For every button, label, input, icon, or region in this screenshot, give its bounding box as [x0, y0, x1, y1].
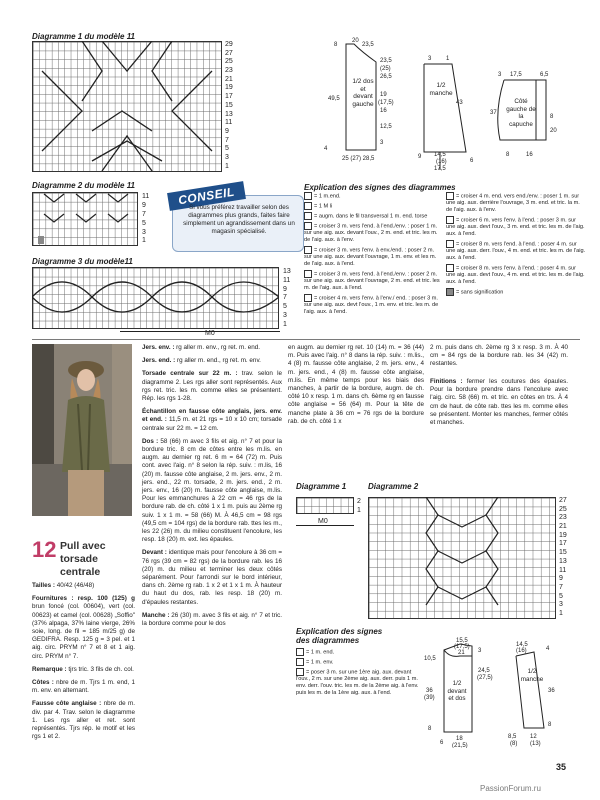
s11-r2: (25)	[380, 66, 391, 72]
paragraph-text: tjrs tric. 3 fils de ch. col.	[66, 665, 134, 673]
paragraph-text: rg aller m. end., rg ret. m. env.	[175, 357, 261, 365]
paragraph-heading: Manche :	[142, 611, 170, 619]
paragraph	[32, 679, 135, 695]
s11-r3: 26,5	[380, 74, 392, 80]
s11-hood-20: 20	[550, 128, 557, 134]
diag12-d1-title: Diagramme 1	[296, 482, 347, 491]
paragraph	[430, 378, 568, 427]
d1-row-13: 13	[225, 110, 233, 118]
paragraph	[142, 408, 282, 433]
legend-item	[304, 192, 440, 200]
paragraph-heading: Fausse côte anglaise :	[32, 700, 102, 708]
d12b-row-15: 15	[559, 549, 567, 557]
paragraph-heading: Torsade centrale sur 22 m. :	[142, 370, 238, 378]
paragraph-text: fermer les coutures des épaules. Pour la bordure prendre dans l'encolure avec l'aig. circ. 58 (66) m. et tric. en côtes en trs. À 4 cm de haut. de côte rab. ttes les m. comme elles se présentent. Monter les manches, fermer côtés et manches.	[430, 378, 568, 427]
s11-hood-8: 8	[550, 114, 554, 120]
d1-row-27: 27	[225, 49, 233, 57]
d12b-row-9: 9	[559, 575, 563, 583]
s12-s36: 36	[548, 688, 555, 694]
paragraph-heading: Tailles :	[32, 582, 55, 589]
legend-text: = croiser 4 m. vers l'env. à l'env./ end. : poser 3 m. sur une aig. aux. devt l'ouv., 1 m. env. et tric. les m. de l'aig. aux. à l'end.	[304, 295, 439, 316]
legend-text: = augm. dans le fil transversal 1 m. end. torse	[314, 213, 428, 220]
paragraph	[142, 438, 282, 545]
paragraph-heading: Côtes :	[32, 679, 54, 687]
legend-text: = 1 m. end.	[306, 649, 335, 656]
model12-number: 12	[32, 537, 57, 562]
diag12-d1-grid	[296, 497, 354, 514]
s12-stop2: (16)	[516, 648, 527, 654]
legend-text: = croiser 3 m. vers l'env. à env./end. : poser 2 m. sur une aig. aux. devant l'ouvrage, 1 m. env. et les m. de l'aig. aux. à l'end.	[304, 247, 437, 268]
s11-r8: 3	[380, 140, 384, 146]
d1-row-9: 9	[225, 127, 229, 135]
d12a-row-2: 2	[357, 498, 361, 505]
d12b-row-1: 1	[559, 609, 563, 617]
d12b-row-3: 3	[559, 601, 563, 609]
s12-h1: 24,5	[478, 668, 490, 674]
paragraph-text: identique mais pour l'encolure à 36 cm = 76 rgs (39 cm = 82 rgs) de la bordure rab. les 16 (20) m. du milieu et terminer les deux côtés séparément. Pour l'arrondi sur le bord intérieur, dans ch. 2ème rg rab. 1 x 2 et 1 x 1 m. À hauteur du haut du dos, rab. les resp. 18 (20) m. d'épaules restantes.	[142, 549, 282, 606]
paragraph-text: 58 (66) m avec 3 fils et aig. n° 7 et pour la bordure tric. 8 cm de côtes entre les m.lis. en augm. au dernier rg ret. 6 m = 64 (72) m. Puis cont. avec l'aig. n° 8 selon la rép. suiv. : m.lis, 16 (20) m. fausse côte anglaise, 2 m. jers. env., 2 m. jers. end., 22 m. torsade, 2 m. jers. end., 2 m. jers. env., 16 (20) m. fausse côte anglaise, m.lis. Pour les emmanchures à 22 cm = 46 rgs de la bordure rab. de ch. côté 1 x 1 m. puis au 2ème rg suiv. 1 x 1 m. = 58 (66) M. À 46,5 cm = 98 rgs (49,5 cm = 104 rgs) de la bordure rab. ttes les m., les 22 (26) m. du milieu constituent l'encolure, les resp. 18 (20) m. ext. les épaules.	[142, 437, 282, 544]
diagram2-title: Diagramme 2 du modèle 11	[32, 181, 135, 190]
paragraph	[142, 357, 282, 365]
legend-text: = croiser 8 m. vers l'end. à l'end. : poser 4 m. sur une aig. aux. derr. l'ouv., 4 m. end. et tric. les m. de l'aig. aux. à l'end.	[446, 241, 586, 262]
paragraph	[142, 549, 282, 606]
diagram2-cables	[32, 192, 138, 246]
d12b-row-17: 17	[559, 540, 567, 548]
d12b-row-19: 19	[559, 531, 567, 539]
s12-sb1: 8,5	[508, 734, 517, 740]
paragraph-text: trav. selon le diagramme 2. Les rgs aller sont représentés. Aux rgs ret. tric. les m. comme elles se présentent. Rép. les rgs 1-28.	[142, 370, 282, 403]
d3-row-13: 13	[283, 268, 291, 275]
diagram3-m0-line	[120, 331, 280, 332]
conseil-label: CONSEIL	[167, 181, 246, 211]
legend-symbol-icon	[446, 288, 454, 296]
paragraph-heading: Dos :	[142, 437, 159, 445]
s11-piece-label: 1/2 dos et devant gauche	[352, 78, 374, 108]
legend-text: = croiser 4 m. end. vers end./env. : poser 1 m. sur une aig. aux. derrière l'ouvrage, 3 m. end. et tric. la m. de l'aig. aux. à l'env.	[446, 193, 580, 214]
legend-symbol-icon	[304, 192, 312, 200]
s11-stop2: 1	[446, 56, 450, 62]
s12-sleeve-label: 1/2 manche	[520, 668, 544, 683]
d12b-row-23: 23	[559, 514, 567, 522]
d12b-row-27: 27	[559, 497, 567, 504]
s11-hood-3: 3	[498, 72, 502, 78]
diagram3-row-numbers	[283, 268, 297, 330]
paragraph	[32, 582, 135, 590]
legend-symbol-icon	[304, 294, 312, 302]
s11-b4: 4	[324, 146, 328, 152]
legend-symbol-icon	[446, 240, 454, 248]
d2-row-11: 11	[142, 193, 150, 200]
d1-row-25: 25	[225, 58, 233, 66]
d1-row-15: 15	[225, 101, 233, 109]
legend-item	[304, 294, 440, 316]
s12-sb4: (13)	[530, 741, 541, 747]
expl11-left	[304, 192, 440, 318]
site-watermark: PassionForum.ru	[480, 784, 541, 793]
s11-sr2: (16)	[436, 159, 447, 165]
legend-item	[446, 240, 586, 262]
s11-sleeve-label: 1/2 manche	[429, 82, 453, 97]
d1-row-7: 7	[225, 136, 229, 144]
s11-hood-16: 16	[526, 152, 533, 158]
s11-hood-top1: 17,5	[510, 72, 522, 78]
s11-sr3: 17,5	[434, 166, 446, 172]
legend-text: = 1 m.end.	[314, 193, 341, 200]
legend-text: = 1 M li	[314, 203, 333, 210]
paragraph-heading: Jers. end. :	[142, 357, 176, 365]
d3-row-5: 5	[283, 303, 287, 311]
legend-symbol-icon	[304, 270, 312, 278]
d1-row-1: 1	[225, 162, 229, 170]
paragraph-heading: Remarque :	[32, 665, 67, 673]
diagram2-row-numbers	[142, 193, 156, 246]
d1-row-3: 3	[225, 153, 229, 161]
s12-b6: 6	[440, 740, 444, 746]
schema-model12	[420, 634, 570, 748]
s11-sr1: 14,5	[434, 152, 446, 158]
d2-row-5: 5	[142, 219, 146, 227]
paragraph	[142, 612, 282, 628]
s11-bottom: 25 (27) 28,5	[342, 156, 375, 162]
d12a-row-1: 1	[357, 506, 361, 514]
diagram3-cables	[32, 267, 279, 329]
legend-symbol-icon	[304, 202, 312, 210]
paragraph-heading: Jers. env. :	[142, 344, 175, 351]
s11-stop1: 3	[428, 56, 432, 62]
paragraph-text: 40/42 (46/48)	[54, 582, 95, 589]
legend-item	[296, 668, 420, 697]
s12-stop1: 14,5	[516, 642, 528, 648]
s11-side8: 8	[334, 42, 338, 48]
diag12-d2-rows	[559, 497, 573, 619]
legend-item	[304, 246, 440, 268]
s11-s6: 6	[470, 158, 474, 164]
model12-col3: en augm. au dernier rg ret. 10 (14) m. = 36 (44) m. Puis avec l'aig. n° 8 dans la rép. suiv. : m.lis., 4 (8) m. fausse côte anglaise, 2 m. jers. env., 4 m. jers. end., 4 (8) m. fausse côte anglaise, m.lis. En même temps pour les biais des manches, à partir de la bordure, augm. de ch. côté 10 x resp. 1 m. dans ch. 6ème rg en fausse côte anglaise = 56 (64) m. Pour la tête de manche plate à 36 cm = 76 rgs de la bordure rab. de ch. côté 1 x	[288, 344, 424, 425]
diag12-d2-cables	[368, 497, 556, 619]
legend-item	[296, 658, 420, 666]
legend-item	[304, 270, 440, 292]
d2-row-1: 1	[142, 237, 146, 245]
expl12-title: Explication des signes des diagrammes	[296, 627, 383, 645]
paragraph	[142, 344, 282, 352]
model12-title: Pull avec torsade centrale	[60, 540, 106, 578]
d2-row-3: 3	[142, 228, 146, 236]
paragraph	[142, 370, 282, 403]
legend-symbol-icon	[296, 648, 304, 656]
diag12-d1-rows	[357, 498, 367, 515]
s11-r4: 19	[380, 92, 387, 98]
s11-hood-37: 37	[490, 110, 497, 116]
model12-photo-svg	[32, 344, 132, 516]
legend-symbol-icon	[304, 222, 312, 230]
d12b-row-21: 21	[559, 523, 567, 531]
paragraph-text: 11,5 m. et 21 rgs = 10 x 10 cm; torsade centrale sur 22 m. = 12 cm.	[142, 416, 282, 432]
legend-symbol-icon	[446, 264, 454, 272]
legend-item	[296, 648, 420, 656]
expl12-list	[296, 648, 420, 699]
legend-text: = poser 3 m. sur une 1ère aig. aux. devant l'ouv., 2 m. sur une 2ème aig. aux. derr. puis 1 m. env. derr. l'ouv. tric. les m. de la 2ème aig. à l'env. puis les m. de la 1ère aig. aux. à l'end.	[296, 669, 419, 697]
legend-text: = croiser 8 m. vers l'env. à l'end. : poser 4 m. sur une aig. aux. devt l'ouv., 4 m. end. et tric. les m. de l'aig. aux. à l'end.	[446, 265, 585, 286]
paragraph-heading: Fournitures : resp. 100 (125) g	[32, 595, 135, 603]
s11-s43: 43	[456, 100, 463, 106]
diagram3-m0: M0	[205, 330, 215, 337]
page-number: 35	[556, 762, 567, 772]
s12-sb2: (8)	[510, 741, 518, 747]
legend-item	[304, 212, 440, 220]
s12-h2: (27,5)	[477, 675, 493, 681]
d12b-row-7: 7	[559, 583, 563, 591]
s12-b1: 18	[456, 736, 463, 742]
legend-text: = croiser 3 m. vers l'end. à l'end./env. : poser 2 m. sur une aig. aux. devant l'ouvrage, 2 m. end. et tric. les m. de l'aig. aux. à l'end.	[304, 271, 440, 292]
s12-h3: 3	[478, 648, 482, 654]
d2-row-7: 7	[142, 210, 146, 218]
paragraph-heading: Devant :	[142, 549, 167, 557]
legend-item	[446, 192, 586, 214]
legend-symbol-icon	[304, 246, 312, 254]
s12-s8: 8	[548, 722, 552, 728]
expl11-right	[446, 192, 586, 298]
s12-l39: (39)	[424, 695, 435, 701]
paragraph	[32, 700, 135, 741]
s11-r5: (17,5)	[378, 100, 394, 106]
diag12-d1-m0: M0	[318, 518, 328, 525]
conseil-text: Si vous préférez travailler selon des diagrammes plus grands, faites faire simplement un agrandissement dans un magasin spécialisé.	[183, 204, 295, 235]
d1-row-21: 21	[225, 75, 233, 83]
legend-item	[446, 216, 586, 238]
s11-r7: 12,5	[380, 124, 392, 130]
legend-text: = 1 m. env.	[306, 659, 334, 666]
d3-row-3: 3	[283, 311, 287, 319]
model12-col1	[32, 582, 135, 746]
s12-label: 1/2 devant et dos	[447, 680, 467, 702]
s12-l36: 36	[426, 688, 433, 694]
d1-row-23: 23	[225, 67, 233, 75]
diagram1-row-numbers	[225, 41, 239, 171]
model12-col4b	[430, 378, 568, 432]
d1-row-29: 29	[225, 41, 233, 48]
d3-row-1: 1	[283, 320, 287, 328]
s11-r1: 23,5	[380, 58, 392, 64]
legend-text: = croiser 6 m. vers l'env. à l'end. : poser 3 m. sur une aig. aux. devt l'ouv., 3 m. end. et tric. les m. de l'aig. aux. à l'end.	[446, 217, 585, 238]
d12b-row-13: 13	[559, 557, 567, 565]
d3-row-11: 11	[283, 276, 291, 284]
s11-top2: 23,5	[362, 42, 374, 48]
paragraph-heading: Échantillon en fausse côte anglais, jers. env. et end. :	[142, 408, 282, 424]
expl11-title: Explication des signes des diagrammes	[304, 183, 456, 192]
legend-symbol-icon	[296, 668, 304, 676]
s11-hood-8b: 8	[506, 152, 510, 158]
s12-s4: 4	[546, 646, 550, 652]
paragraph-text: 26 (30) m. avec 3 fils et aig. n° 7 et tric. la bordure comme pour le dos	[142, 611, 282, 628]
s12-b2: (21,5)	[452, 743, 468, 748]
legend-item	[446, 264, 586, 286]
d2-row-9: 9	[142, 201, 146, 209]
d12b-row-11: 11	[559, 566, 567, 574]
model12-col2	[142, 344, 282, 633]
legend-text: = sans signification	[456, 289, 504, 296]
d1-row-11: 11	[225, 119, 233, 127]
s11-l1: 49,5	[328, 96, 340, 102]
paragraph-text: nbre de m. Tjrs 1 m. end, 1 m. env. en alternant.	[32, 679, 136, 695]
d1-row-5: 5	[225, 145, 229, 153]
d12b-row-5: 5	[559, 592, 563, 600]
legend-symbol-icon	[304, 212, 312, 220]
d1-row-17: 17	[225, 93, 233, 101]
s11-r6: 16	[380, 108, 387, 114]
diagram3-title: Diagramme 3 du modèle11	[32, 257, 133, 266]
paragraph-text: brun foncé (col. 00604), vert (col. 00623) et camel (col. 00628) „Soffio" (37% alpaga, 37% laine vierge, 26% soie, long. de fil = 185 m/25 g) de GEDIFRA. Resp. 125 g = 3 pel. et 1 aig. circ. PRYM n° 7 et 8 et 1 aig. circ. PRYM n° 7.	[32, 603, 135, 660]
d3-row-7: 7	[283, 294, 287, 302]
d3-row-9: 9	[283, 285, 287, 293]
diagram1-cables	[32, 41, 222, 172]
s11-top: 20	[352, 38, 359, 44]
paragraph	[32, 666, 135, 674]
model12-photo	[32, 344, 132, 516]
paragraph	[32, 595, 135, 661]
s12-l8: 8	[428, 726, 432, 732]
s11-s9: 9	[418, 154, 422, 160]
paragraph-text: nbre de m. div. par 4. Trav. selon le diagramme 1. Les rgs aller et ret. sont représentés. Tjrs rép. le motif et les rgs 1 et 2.	[32, 700, 135, 741]
legend-symbol-icon	[296, 658, 304, 666]
s12-side105: 10,5	[424, 656, 436, 662]
legend-symbol-icon	[446, 216, 454, 224]
s12-t2: (17,5)	[454, 644, 470, 650]
s12-sb3: 12	[530, 734, 537, 740]
legend-item	[304, 202, 440, 210]
d12b-row-25: 25	[559, 505, 567, 513]
legend-text: = croiser 3 m. vers l'end. à l'end./env. : poser 1 m. sur une aig. aux. devant l'ouv., 2 m. end. et tric. les m. de l'aig. aux. à l'env.	[304, 223, 438, 244]
legend-item	[446, 288, 586, 296]
legend-symbol-icon	[446, 192, 454, 200]
s11-hood-label: Côté gauche de la capuche	[506, 98, 536, 128]
paragraph-text: rg aller m. env., rg ret. m. end.	[174, 344, 261, 351]
s12-t1: 15,5	[456, 638, 468, 644]
paragraph-heading: Finitions :	[430, 378, 463, 385]
diag12-d2-title: Diagramme 2	[368, 482, 419, 491]
legend-item	[304, 222, 440, 244]
s12-t3: 21	[458, 650, 465, 656]
diagram1-title: Diagramme 1 du modèle 11	[32, 32, 135, 41]
d1-row-19: 19	[225, 84, 233, 92]
section-divider	[32, 339, 580, 340]
s11-hood-top2: 6,5	[540, 72, 549, 78]
model12-col4a: 2 m. puis dans ch. 2ème rg 3 x resp. 3 m. À 40 cm = 84 rgs de la bordure rab. les 34 (42) m. restantes.	[430, 344, 568, 368]
